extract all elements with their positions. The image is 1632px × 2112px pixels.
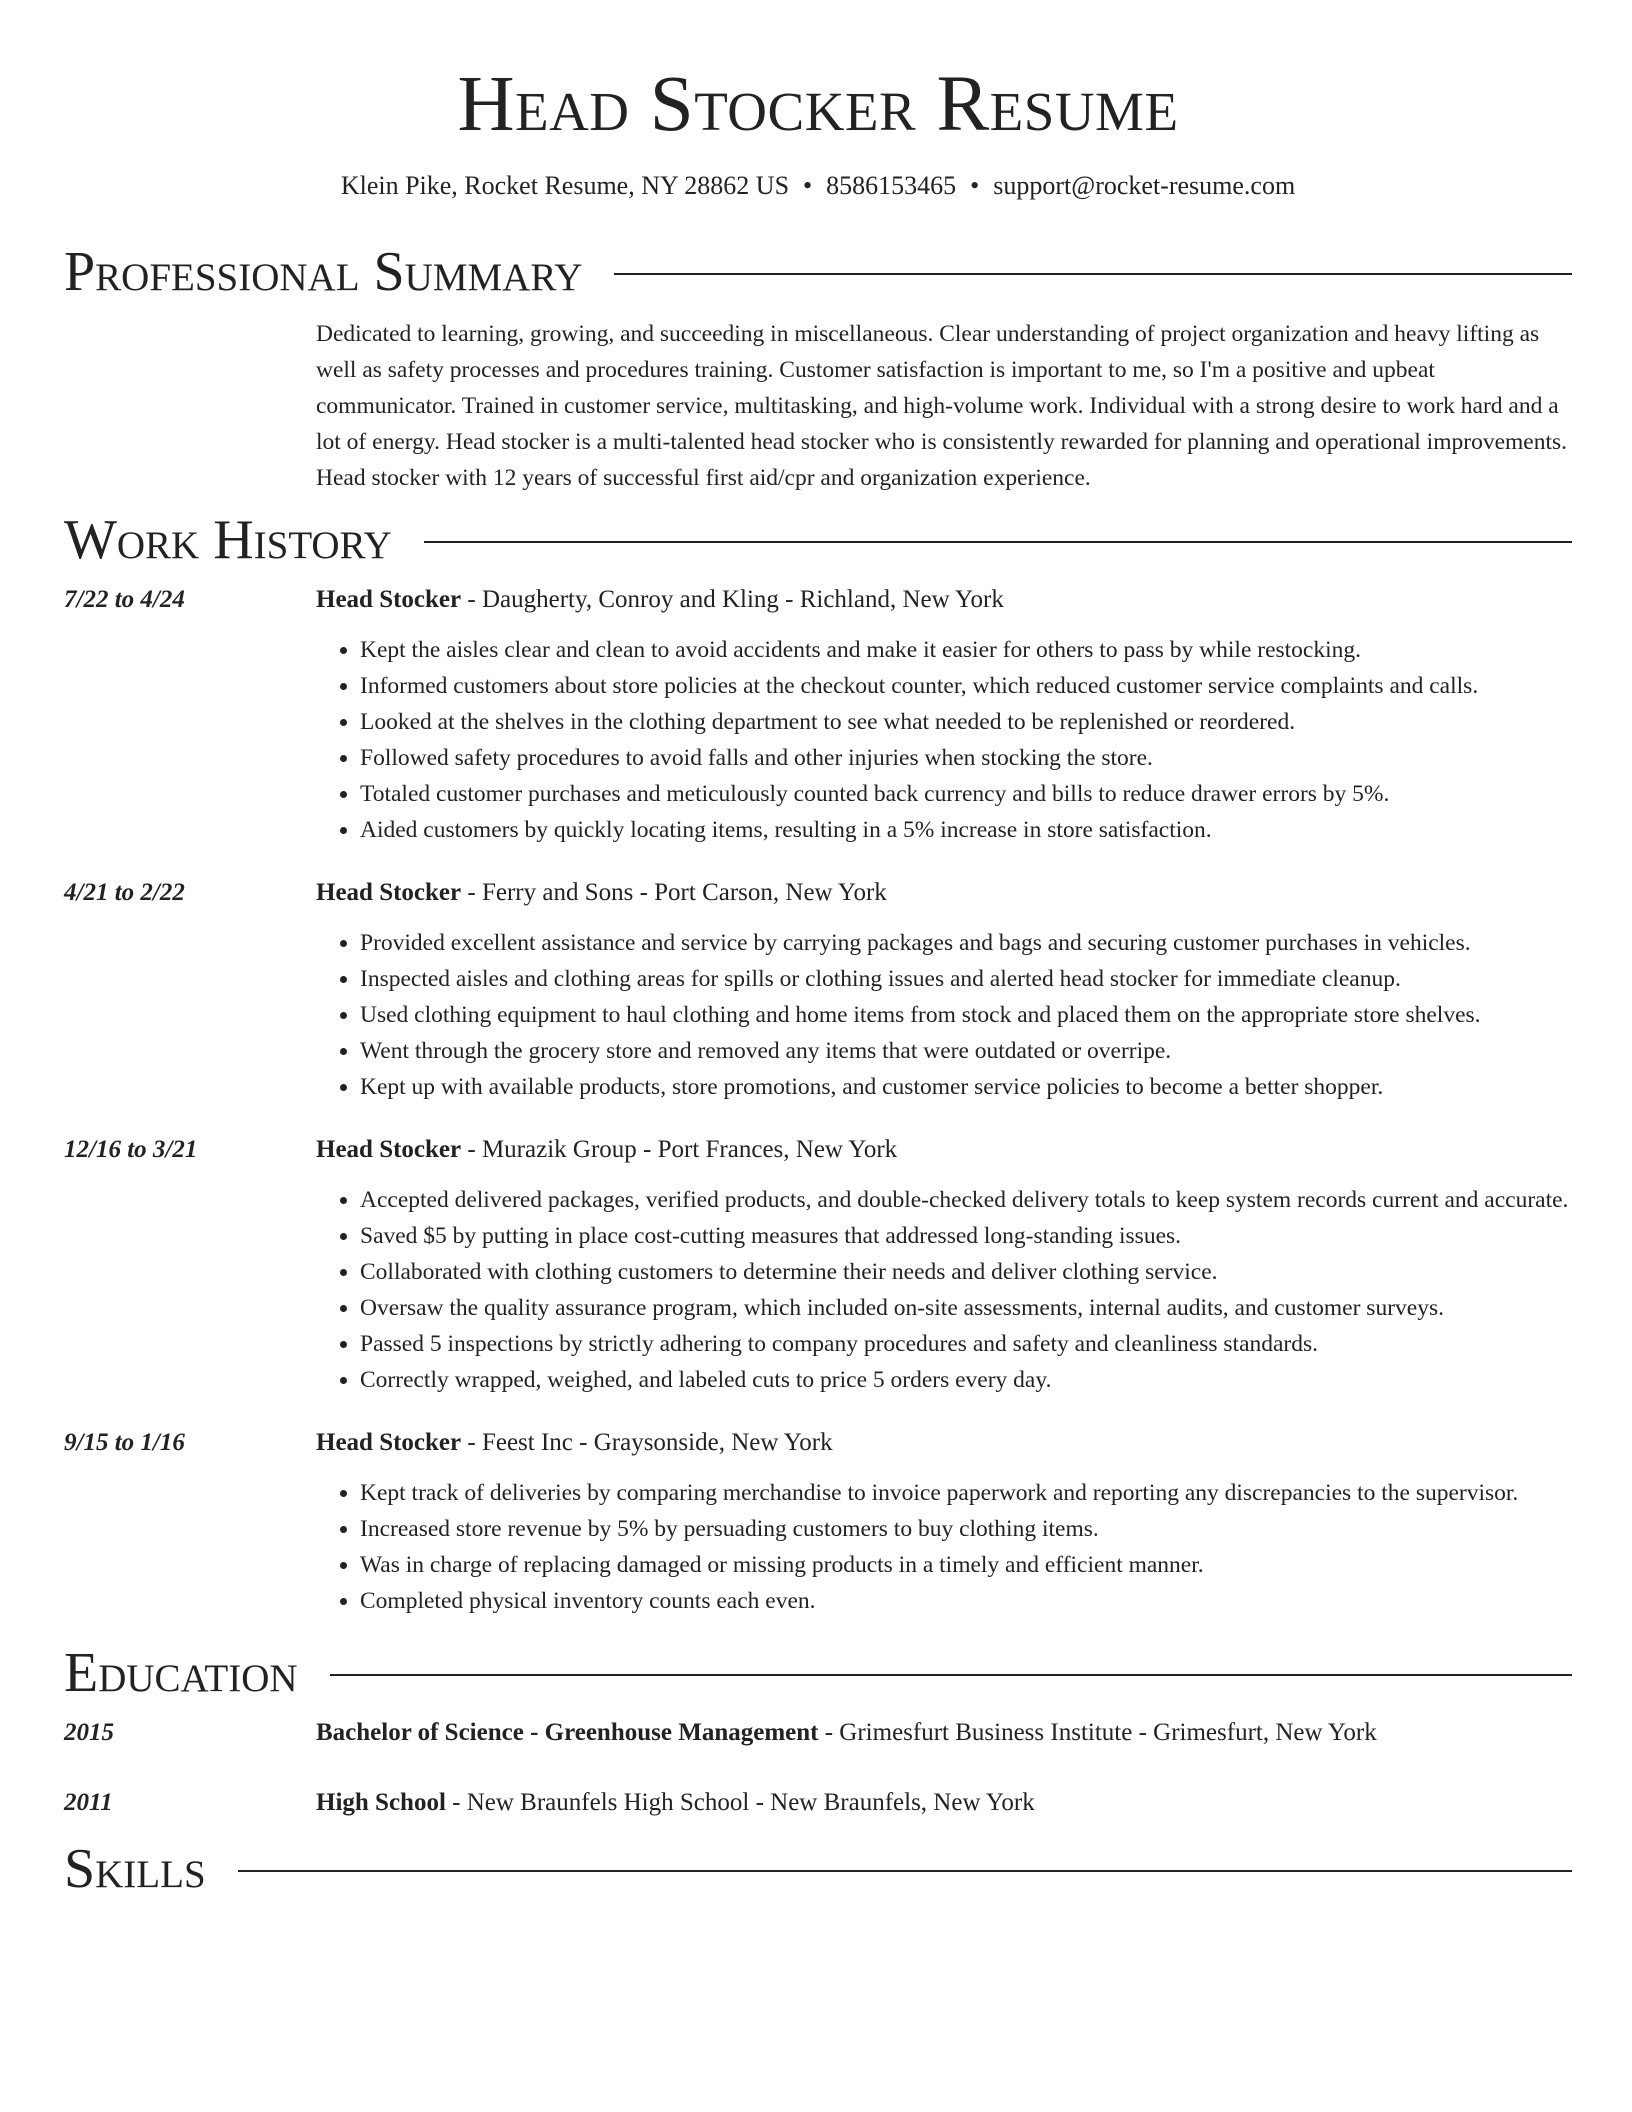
job-entry xyxy=(64,1425,1572,1619)
job-body xyxy=(316,1425,1572,1619)
job-dates: 12/16 to 3/21 xyxy=(64,1136,198,1163)
education-headline xyxy=(316,1715,1572,1751)
job-bullet: • Oversaw the quality assurance program, which included on-site assessments, internal audits, and customer surveys. xyxy=(360,1290,1572,1326)
job-bullet: • Inspected aisles and clothing areas for spills or clothing issues and alerted head stocker for immediate cleanup. xyxy=(360,961,1572,997)
job-bullets xyxy=(316,632,1572,848)
contact-line xyxy=(64,170,1572,202)
job-bullet: • Passed 5 inspections by strictly adhering to company procedures and safety and cleanliness standards. xyxy=(360,1326,1572,1362)
education-degree: High School xyxy=(316,1789,446,1816)
section-divider xyxy=(238,1870,1572,1872)
job-bullet: • Was in charge of replacing damaged or missing products in a timely and efficient manner. xyxy=(360,1547,1572,1583)
education-year: 2011 xyxy=(64,1789,113,1816)
section-heading-work: Work History xyxy=(64,509,392,571)
job-entry xyxy=(64,1132,1572,1398)
job-bullet: • Collaborated with clothing customers to determine their needs and deliver clothing service. xyxy=(360,1254,1572,1290)
job-body xyxy=(316,582,1572,848)
education-body xyxy=(316,1715,1572,1751)
job-employer: - Daugherty, Conroy and Kling - Richland, New York xyxy=(461,586,1004,613)
contact-address: Klein Pike, Rocket Resume, NY 28862 US xyxy=(340,171,790,200)
job-employer: - Murazik Group - Port Frances, New York xyxy=(461,1136,898,1163)
job-bullets xyxy=(316,925,1572,1105)
section-divider xyxy=(614,273,1572,275)
job-dates: 7/22 to 4/24 xyxy=(64,586,185,613)
bullet-separator: • xyxy=(970,171,980,200)
job-bullets xyxy=(316,1182,1572,1398)
bullet-separator: • xyxy=(803,171,813,200)
section-heading-skills: Skills xyxy=(64,1838,206,1900)
job-bullet: • Provided excellent assistance and service by carrying packages and bags and securing customer purchases in vehicles. xyxy=(360,925,1572,961)
section-skills xyxy=(64,1837,1572,1901)
job-title: Head Stocker xyxy=(316,879,462,906)
section-heading-education: Education xyxy=(64,1642,298,1704)
job-bullet: • Kept the aisles clear and clean to avoid accidents and make it easier for others to pass by while restocking. xyxy=(360,632,1572,668)
job-bullet: • Informed customers about store policies at the checkout counter, which reduced customer service complaints and calls. xyxy=(360,668,1572,704)
section-heading-summary: Professional Summary xyxy=(64,241,583,303)
job-entry xyxy=(64,582,1572,848)
resume-title: Head Stocker Resume xyxy=(457,61,1179,148)
job-bullet: • Used clothing equipment to haul clothing and home items from stock and placed them on the appropriate store shelves. xyxy=(360,997,1572,1033)
job-employer: - Feest Inc - Graysonside, New York xyxy=(461,1429,833,1456)
education-degree: Bachelor of Science - Greenhouse Management xyxy=(316,1719,819,1746)
education-headline xyxy=(316,1785,1572,1821)
education-school: - Grimesfurt Business Institute - Grimesfurt, New York xyxy=(818,1719,1377,1746)
job-title: Head Stocker xyxy=(316,1136,462,1163)
job-bullets xyxy=(316,1475,1572,1619)
education-school: - New Braunfels High School - New Braunfels, New York xyxy=(445,1789,1035,1816)
job-bullet: • Completed physical inventory counts each even. xyxy=(360,1583,1572,1619)
job-dates: 9/15 to 1/16 xyxy=(64,1429,185,1456)
job-bullet: • Looked at the shelves in the clothing department to see what needed to be replenished or reordered. xyxy=(360,704,1572,740)
section-divider xyxy=(424,541,1572,543)
job-bullet: • Totaled customer purchases and meticulously counted back currency and bills to reduce drawer errors by 5%. xyxy=(360,776,1572,812)
contact-email[interactable]: support@rocket-resume.com xyxy=(993,171,1296,200)
section-divider xyxy=(330,1674,1572,1676)
section-work-history xyxy=(64,508,1572,572)
job-headline xyxy=(316,875,1572,911)
contact-phone: 8586153465 xyxy=(826,171,957,200)
job-bullet: • Went through the grocery store and removed any items that were outdated or overripe. xyxy=(360,1033,1572,1069)
job-bullet: • Accepted delivered packages, verified products, and double-checked delivery totals to keep system records current and accurate. xyxy=(360,1182,1572,1218)
job-body xyxy=(316,1132,1572,1398)
education-year: 2015 xyxy=(64,1719,114,1746)
job-title: Head Stocker xyxy=(316,586,462,613)
job-title: Head Stocker xyxy=(316,1429,462,1456)
job-bullet: • Correctly wrapped, weighed, and labeled cuts to price 5 orders every day. xyxy=(360,1362,1572,1398)
job-bullet: • Kept track of deliveries by comparing merchandise to invoice paperwork and reporting any discrepancies to the supervisor. xyxy=(360,1475,1572,1511)
job-employer: - Ferry and Sons - Port Carson, New York xyxy=(461,879,887,906)
education-entry xyxy=(64,1715,1572,1751)
job-entry xyxy=(64,875,1572,1105)
section-professional-summary xyxy=(64,240,1572,304)
job-dates: 4/21 to 2/22 xyxy=(64,879,185,906)
section-education xyxy=(64,1641,1572,1705)
job-bullet: • Followed safety procedures to avoid falls and other injuries when stocking the store. xyxy=(360,740,1572,776)
job-body xyxy=(316,875,1572,1105)
job-headline xyxy=(316,1425,1572,1461)
education-entry xyxy=(64,1785,1572,1821)
summary-text: Dedicated to learning, growing, and succeeding in miscellaneous. Clear understanding of project organization and heavy lifting as well as safety processes and procedures training. Customer satisfaction is important to me, so I'm a positive and upbeat communicator. Trained in customer service, multitasking, and high-volume work. Individual with a strong desire to work hard and a lot of energy. Head stocker is a multi-talented head stocker who is consistently rewarded for planning and operational improvements. Head stocker with 12 years of successful first aid/cpr and organization experience. xyxy=(316,321,1568,491)
job-bullet: • Saved $5 by putting in place cost-cutting measures that addressed long-standing issues. xyxy=(360,1218,1572,1254)
job-headline xyxy=(316,1132,1572,1168)
job-bullet: • Kept up with available products, store promotions, and customer service policies to become a better shopper. xyxy=(360,1069,1572,1105)
job-headline xyxy=(316,582,1572,618)
job-bullet: • Aided customers by quickly locating items, resulting in a 5% increase in store satisfaction. xyxy=(360,812,1572,848)
job-bullet: • Increased store revenue by 5% by persuading customers to buy clothing items. xyxy=(360,1511,1572,1547)
education-body xyxy=(316,1785,1572,1821)
